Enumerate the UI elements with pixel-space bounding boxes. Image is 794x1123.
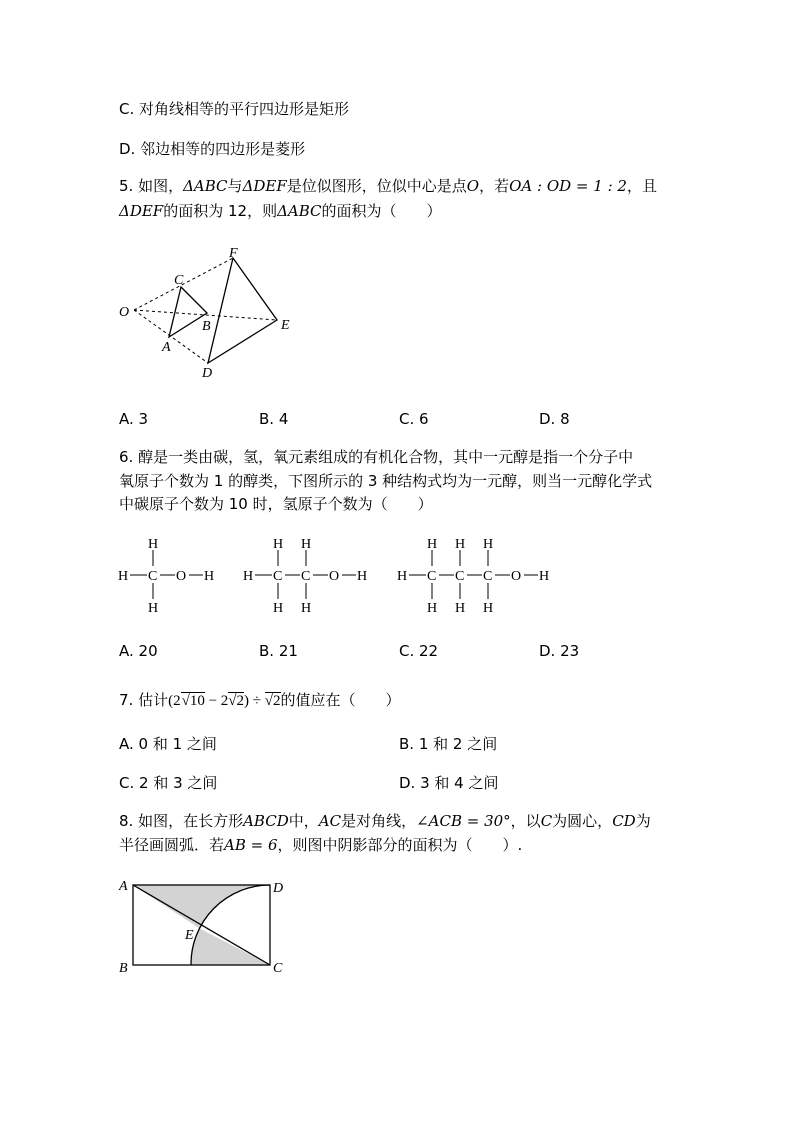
methanol-bonds	[130, 550, 203, 599]
atom-h: H	[427, 537, 438, 552]
label-a: A	[119, 879, 128, 894]
option-d-text: D. 邻边相等的四边形是菱形	[119, 140, 306, 158]
seg-cd: CD	[612, 812, 636, 830]
atom-h: H	[301, 537, 312, 552]
sqrt-10: √10	[181, 693, 205, 709]
atom-h: H	[273, 537, 284, 552]
atom-o: O	[511, 569, 522, 584]
q5-option-b: B. 4	[259, 410, 289, 428]
label-f: F	[229, 246, 238, 261]
q5-number: 5. 如图，	[119, 177, 184, 195]
label-o: O	[119, 305, 130, 320]
radicand: 2	[273, 693, 281, 709]
q6-option-d: D. 23	[539, 642, 580, 660]
label-b: B	[202, 319, 211, 334]
q7-option-d: D. 3 和 4 之间	[399, 774, 499, 792]
atom-h: H	[397, 569, 408, 584]
seg-ac: AC	[318, 812, 342, 830]
q6-line2: 氧原子个数为 1 的醇类，下图所示的 3 种结构式均为一元醇，则当一元醇化学式	[119, 472, 653, 490]
atom-h: H	[273, 601, 284, 616]
q5-option-d: D. 8	[539, 410, 570, 428]
q5-line1	[119, 176, 657, 196]
atom-c: C	[148, 569, 158, 584]
q7-text: 的值应在（ ）	[280, 691, 401, 709]
atom-h: H	[483, 537, 494, 552]
q7-option-a: A. 0 和 1 之间	[119, 735, 217, 753]
ab-eq: AB = 6	[224, 836, 278, 854]
sqrt-2: √2	[264, 693, 281, 709]
rect-abcd: ABCD	[243, 812, 289, 830]
q7-line	[119, 690, 401, 711]
atom-o: O	[176, 569, 187, 584]
dashed-rays	[134, 258, 277, 363]
atom-h: H	[483, 601, 494, 616]
triangle-def	[208, 258, 277, 363]
q8-line1	[119, 811, 651, 831]
ratio-expr: OA : OD = 1 : 2	[509, 177, 627, 195]
label-e: E	[185, 928, 194, 943]
methanol	[118, 537, 214, 616]
label-c: C	[273, 961, 283, 976]
q6-line1: 6. 醇是一类由碳，氢，氧元素组成的有机化合物，其中一元醇是指一个分子中	[119, 448, 634, 466]
alcohol-structures	[112, 533, 562, 618]
q6-line3: 中碳原子个数为 10 时，氢原子个数为（ ）	[119, 495, 433, 513]
q5-text: ，若	[479, 177, 510, 195]
tri-def: ΔDEF	[119, 202, 164, 220]
tri-def: ΔDEF	[242, 177, 287, 195]
q8-text: 中，	[288, 812, 319, 830]
label-a: A	[162, 340, 171, 355]
q5-text: 与	[227, 177, 243, 195]
q5-text: ，且	[626, 177, 657, 195]
atom-h: H	[301, 601, 312, 616]
atom-c: C	[273, 569, 283, 584]
atom-h: H	[539, 569, 550, 584]
atom-h: H	[357, 569, 368, 584]
angle-acb: ∠ACB = 30°	[416, 812, 511, 830]
expr-part: − 2	[204, 693, 229, 709]
tri-abc: ΔABC	[277, 202, 322, 220]
q6-option-a: A. 20	[119, 642, 158, 660]
atom-c: C	[483, 569, 493, 584]
expr-part: ) ÷	[244, 693, 265, 709]
atom-h: H	[427, 601, 438, 616]
shaded-region-top	[133, 885, 270, 929]
q7-option-b: B. 1 和 2 之间	[399, 735, 498, 753]
atom-c: C	[455, 569, 465, 584]
atom-c: C	[427, 569, 437, 584]
q6-option-c: C. 22	[399, 642, 439, 660]
atom-c: C	[301, 569, 311, 584]
q8-text: 为	[635, 812, 651, 830]
q8-text: 是对角线，	[341, 812, 417, 830]
option-c-text: C. 对角线相等的平行四边形是矩形	[119, 100, 350, 118]
propanol	[397, 537, 549, 616]
q7-expression	[168, 692, 280, 709]
sqrt-2: √2	[228, 693, 245, 709]
atom-h: H	[455, 601, 466, 616]
q5-line2	[119, 201, 442, 221]
q8-text: 半径画圆弧．若	[119, 836, 225, 854]
atom-o: O	[329, 569, 340, 584]
q8-text: ，以	[510, 812, 541, 830]
q5-text: 的面积为（ ）	[321, 202, 442, 220]
radicand: 10	[189, 693, 205, 709]
atom-h: H	[118, 569, 129, 584]
q7-number: 7. 估计	[119, 691, 169, 709]
point-c: C	[540, 812, 553, 830]
q5-option-c: C. 6	[399, 410, 429, 428]
q6-option-b: B. 21	[259, 642, 298, 660]
label-d: D	[202, 366, 213, 381]
q8-line2	[119, 835, 522, 855]
label-d: D	[273, 881, 284, 896]
q5-figure	[112, 240, 312, 385]
atom-h: H	[148, 601, 159, 616]
q5-text: 是位似图形，位似中心是点	[286, 177, 467, 195]
q8-figure	[115, 876, 295, 981]
label-e: E	[281, 318, 290, 333]
q8-text: ，则图中阴影部分的面积为（ ）.	[277, 836, 523, 854]
point-o: O	[466, 177, 480, 195]
atom-h: H	[148, 537, 159, 552]
q5-text: 的面积为 12，则	[163, 202, 278, 220]
expr-part: (2	[168, 693, 181, 709]
ethanol	[243, 537, 367, 616]
atom-h: H	[455, 537, 466, 552]
q7-option-c: C. 2 和 3 之间	[119, 774, 218, 792]
tri-abc: ΔABC	[183, 177, 228, 195]
q5-option-a: A. 3	[119, 410, 149, 428]
label-c: C	[174, 273, 184, 288]
shaded-region-bottom	[191, 929, 270, 965]
radicand: 2	[236, 693, 245, 709]
q8-text: 为圆心，	[552, 812, 613, 830]
atom-h: H	[243, 569, 254, 584]
atom-h: H	[204, 569, 215, 584]
label-b: B	[119, 961, 128, 976]
q8-number: 8. 如图，在长方形	[119, 812, 244, 830]
